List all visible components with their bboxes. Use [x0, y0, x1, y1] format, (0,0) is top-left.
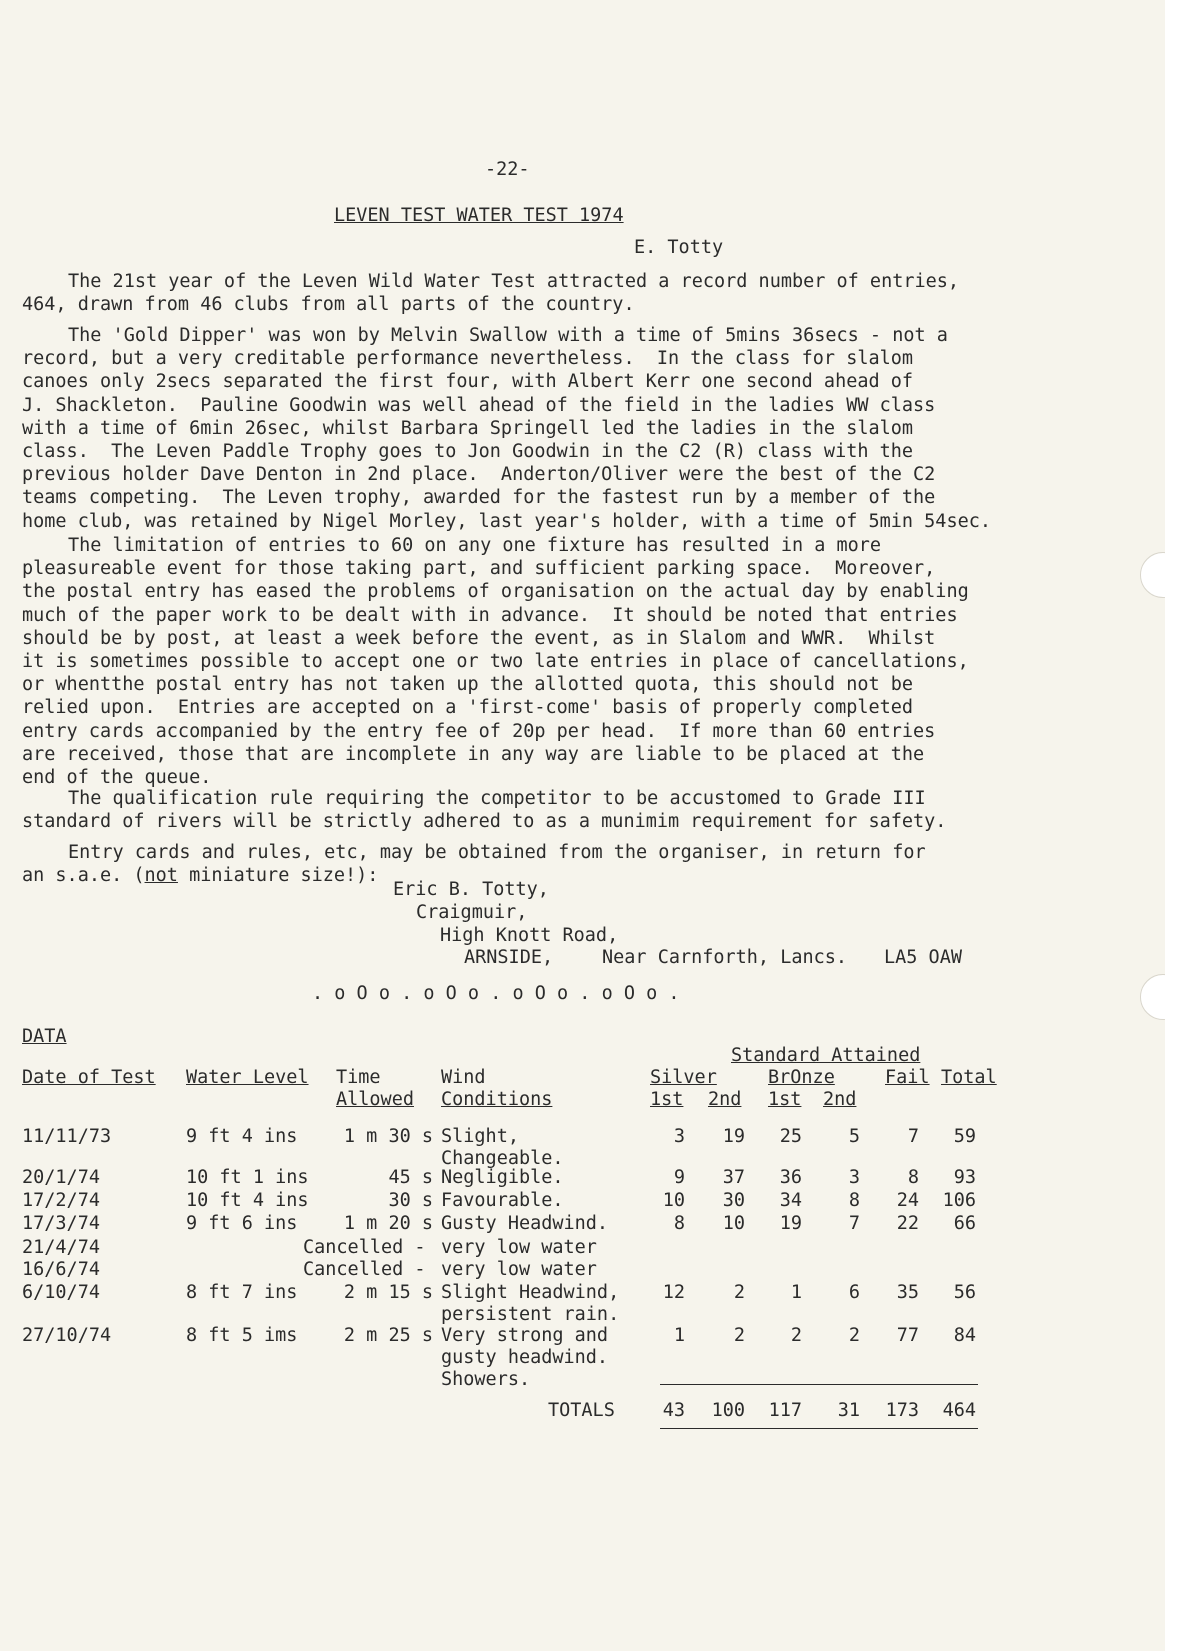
text-line: 464, drawn from 46 clubs from all parts of the country.: [22, 294, 635, 316]
text-fragment: miniature size!):: [177, 865, 379, 887]
cell-fail: 77: [896, 1325, 919, 1346]
text-line: entry cards accompanied by the entry fee of 20p per head. If more than 60 entries: [22, 720, 936, 742]
text-line: are received, those that are incomplete in any way are liable to be placed at the: [22, 743, 925, 765]
total-total: 464: [942, 1400, 976, 1421]
cell-date: 21/4/74: [22, 1237, 100, 1258]
text-line: The 'Gold Dipper' was won by Melvin Swallow with a time of 5mins 36secs - not a: [68, 325, 948, 346]
cell-level: 8 ft 7 ins: [186, 1282, 298, 1303]
cell-date: 17/2/74: [22, 1190, 100, 1211]
header-standard-attained: Standard Attained: [731, 1045, 921, 1066]
cell-s2: 19: [722, 1126, 745, 1147]
data-heading: DATA: [22, 1026, 67, 1047]
total-bronze-1st: 117: [768, 1400, 802, 1421]
cell-b1: 36: [779, 1167, 802, 1188]
cell-b1: 1: [790, 1282, 802, 1303]
cell-level: 10 ft 4 ins: [186, 1190, 309, 1211]
header-time: Time: [336, 1067, 381, 1088]
cell-b1: 19: [779, 1213, 802, 1234]
cell-date: 27/10/74: [22, 1325, 112, 1346]
text-line: much of the paper work to be dealt with in advance. It should be noted that entries: [22, 604, 958, 626]
header-wind: Wind: [441, 1067, 486, 1088]
cell-fail: 8: [907, 1167, 919, 1188]
punch-hole: [1140, 974, 1165, 1020]
cell-s1: 10: [662, 1190, 685, 1211]
cell-s2: 37: [722, 1167, 745, 1188]
cell-fail: 35: [896, 1282, 919, 1303]
header-total: Total: [941, 1067, 997, 1088]
cell-s2: 30: [722, 1190, 745, 1211]
cell-s2: 10: [722, 1213, 745, 1234]
cell-s1: 8: [673, 1213, 685, 1234]
address-postcode: LA5 OAW: [884, 947, 962, 968]
cell-wind: Favourable.: [441, 1190, 564, 1211]
header-time-allowed: Allowed: [336, 1089, 414, 1110]
text-line: previous holder Dave Denton in 2nd place. Anderton/Oliver were the best of the C2: [22, 464, 936, 486]
cell-b2: 6: [848, 1282, 860, 1303]
cell-total: 93: [953, 1167, 976, 1188]
cell-s1: 1: [673, 1325, 685, 1346]
cell-total: 56: [953, 1282, 976, 1303]
cell-wind: very low water: [441, 1237, 597, 1258]
address-area: Near Carnforth, Lancs.: [602, 947, 848, 968]
header-silver: Silver: [650, 1067, 717, 1088]
cell-b2: 8: [848, 1190, 860, 1211]
total-silver-1st: 43: [662, 1400, 685, 1421]
cell-level: 9 ft 4 ins: [186, 1126, 298, 1147]
text-line: The qualification rule requiring the competitor to be accustomed to Grade III: [68, 788, 926, 809]
address-road: High Knott Road,: [440, 925, 619, 946]
header-bronze-2nd: 2nd: [823, 1089, 857, 1110]
text-line: pleasureable event for those taking part, and sufficient parking space. Moreover,: [22, 558, 936, 580]
cell-total: 106: [942, 1190, 976, 1211]
total-fail: 173: [885, 1400, 919, 1421]
cell-wind: Slight,: [441, 1126, 519, 1147]
cell-time: 2 m 25 s: [343, 1325, 433, 1346]
cell-time: 1 m 30 s: [343, 1126, 433, 1147]
header-bronze-1st: 1st: [768, 1089, 802, 1110]
text-line: [22, 864, 1082, 887]
cell-fail: 24: [896, 1190, 919, 1211]
text-line: canoes only 2secs separated the first four, with Albert Kerr one second ahead of: [22, 371, 914, 393]
text-line: class. The Leven Paddle Trophy goes to Jon Goodwin in the C2 (R) class with the: [22, 441, 914, 463]
separator-ornament: . o O o . o O o . o O o . o O o .: [312, 983, 680, 1004]
cell-level: 8 ft 5 ims: [186, 1325, 298, 1346]
punch-hole: [1140, 552, 1165, 598]
header-fail: Fail: [885, 1067, 930, 1088]
cell-wind-cont: gusty headwind.: [441, 1347, 609, 1368]
cell-date: 11/11/73: [22, 1126, 112, 1147]
cell-b2: 7: [848, 1213, 860, 1234]
header-date: Date of Test: [22, 1067, 156, 1088]
cell-s1: 9: [673, 1167, 685, 1188]
cell-b1: 25: [779, 1126, 802, 1147]
text-line: record, but a very creditable performance nevertheless. In the class for slalom: [22, 348, 914, 370]
cell-wind-cont: persistent rain.: [441, 1304, 620, 1325]
cell-total: 59: [953, 1126, 976, 1147]
text-line: home club, was retained by Nigel Morley, last year's holder, with a time of 5min 54sec.: [22, 510, 992, 532]
address-name: Eric B. Totty,: [393, 879, 549, 900]
cell-time: 30 s: [388, 1190, 433, 1211]
cell-s2: 2: [733, 1325, 745, 1346]
paragraph-entry-cards: [22, 841, 1082, 887]
cell-fail: 22: [896, 1213, 919, 1234]
header-water-level: Water Level: [186, 1067, 309, 1088]
text-line: relied upon. Entries are accepted on a 'first-come' basis of properly completed: [22, 697, 914, 719]
page-edge: [1165, 0, 1200, 1651]
cell-level: 9 ft 6 ins: [186, 1213, 298, 1234]
cell-fail: 7: [907, 1126, 919, 1147]
text-line: standard of rivers will be strictly adhered to as a munimim requirement for safety.: [22, 811, 947, 833]
text-emphasis: not: [144, 865, 178, 887]
cell-time: 2 m 15 s: [343, 1282, 433, 1303]
cell-time: 1 m 20 s: [343, 1213, 433, 1234]
text-line: The 21st year of the Leven Wild Water Test attracted a record number of entries,: [68, 271, 960, 292]
cell-wind: Very strong and: [441, 1325, 609, 1346]
cell-b2: 5: [848, 1126, 860, 1147]
totals-label: TOTALS: [548, 1400, 615, 1421]
text-fragment: an s.a.e. (: [22, 865, 145, 887]
total-silver-2nd: 100: [711, 1400, 745, 1421]
text-line: J. Shackleton. Pauline Goodwin was well ahead of the field in the ladies WW class: [22, 394, 936, 416]
text-line: end of the queue.: [22, 767, 212, 789]
cell-wind: very low water: [441, 1259, 597, 1280]
text-line: or whentthe postal entry has not taken up the allotted quota, this should not be: [22, 674, 914, 696]
cell-b2: 2: [848, 1325, 860, 1346]
cell-b2: 3: [848, 1167, 860, 1188]
cell-level: 10 ft 1 ins: [186, 1167, 309, 1188]
total-bronze-2nd: 31: [837, 1400, 860, 1421]
cell-time: 45 s: [388, 1167, 433, 1188]
cell-b1: 2: [790, 1325, 802, 1346]
text-line: The limitation of entries to 60 on any one fixture has resulted in a more: [68, 535, 882, 556]
cell-time: Cancelled -: [303, 1237, 426, 1258]
cell-total: 84: [953, 1325, 976, 1346]
text-line: it is sometimes possible to accept one or two late entries in place of cancellations,: [22, 651, 969, 673]
paragraph-intro: [22, 270, 1082, 316]
text-line: with a time of 6min 26sec, whilst Barbara Springell led the ladies in the slalom: [22, 417, 914, 439]
text-line: should be by post, at least a week before the event, as in Slalom and WWR. Whilst: [22, 627, 936, 649]
cell-date: 6/10/74: [22, 1282, 100, 1303]
author: E. Totty: [634, 237, 724, 258]
cell-date: 20/1/74: [22, 1167, 100, 1188]
text-line: Entry cards and rules, etc, may be obtained from the organiser, in return for: [68, 842, 926, 863]
address-town: ARNSIDE,: [464, 947, 554, 968]
cell-wind: Gusty Headwind.: [441, 1213, 609, 1234]
page-number: -22-: [485, 159, 530, 180]
cell-total: 66: [953, 1213, 976, 1234]
cell-date: 17/3/74: [22, 1213, 100, 1234]
cell-wind: Slight Headwind,: [441, 1282, 620, 1303]
header-wind-conditions: Conditions: [441, 1089, 553, 1110]
cell-time: Cancelled -: [303, 1259, 426, 1280]
cell-wind-cont: Showers.: [441, 1369, 531, 1390]
header-bronze: BrOnze: [768, 1067, 835, 1088]
cell-s1: 3: [673, 1126, 685, 1147]
article-title: LEVEN TEST WATER TEST 1974: [334, 205, 624, 226]
totals-bottom-rule: [660, 1428, 978, 1429]
cell-s1: 12: [662, 1282, 685, 1303]
header-silver-1st: 1st: [650, 1089, 684, 1110]
paragraph-qualification: [22, 787, 1082, 833]
text-line: teams competing. The Leven trophy, awarded for the fastest run by a member of the: [22, 487, 936, 509]
totals-top-rule: [660, 1384, 978, 1385]
address-house: Craigmuir,: [416, 902, 528, 923]
paragraph-results: [22, 324, 1082, 533]
paragraph-entries: [22, 534, 1082, 789]
cell-s2: 2: [733, 1282, 745, 1303]
text-line: the postal entry has eased the problems of organisation on the actual day by enabling: [22, 581, 969, 603]
cell-b1: 34: [779, 1190, 802, 1211]
cell-wind: Negligible.: [441, 1167, 564, 1188]
header-silver-2nd: 2nd: [708, 1089, 742, 1110]
cell-wind-cont: Changeable.: [441, 1148, 564, 1169]
cell-date: 16/6/74: [22, 1259, 100, 1280]
